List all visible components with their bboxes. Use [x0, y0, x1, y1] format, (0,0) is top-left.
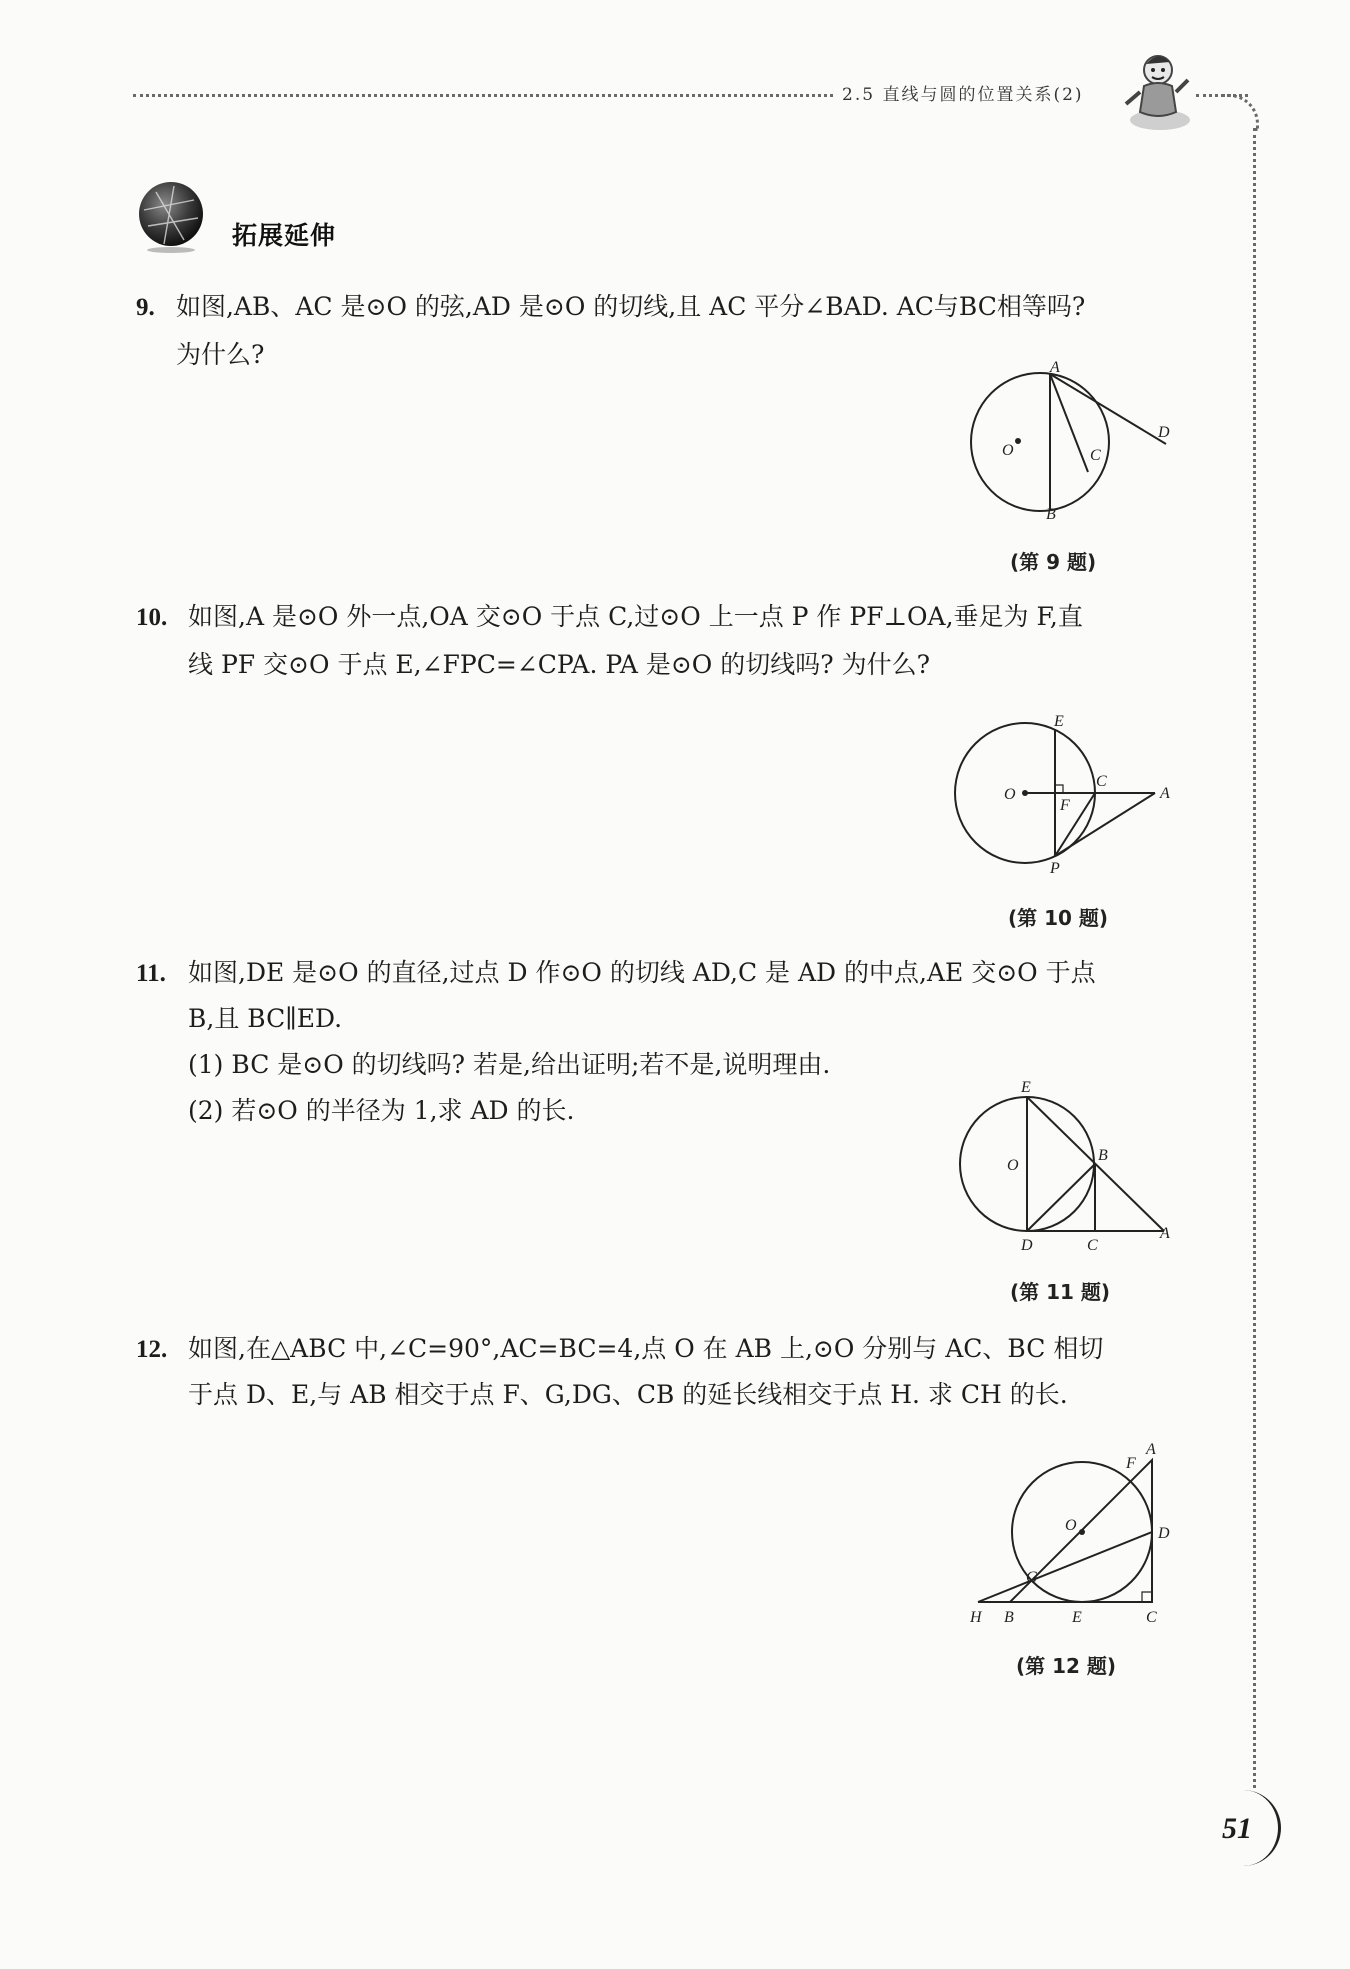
figure-10-caption: (第 10 题)	[1008, 906, 1109, 930]
mascot-icon	[1120, 50, 1194, 136]
header-rule-corner	[1222, 94, 1259, 131]
fig9-label-b: B	[1046, 506, 1056, 523]
fig12-label-g: G	[1026, 1569, 1038, 1586]
fig10-label-p: P	[1050, 860, 1060, 877]
question-9-line-1: 如图,AB、AC 是⊙O 的弦,AD 是⊙O 的切线,且 AC 平分∠BAD. AC与BC相等吗?	[176, 292, 1086, 321]
question-11-line-2: B,且 BC∥ED.	[188, 1004, 343, 1033]
fig12-label-c: C	[1146, 1609, 1157, 1626]
fig9-label-c: C	[1090, 447, 1101, 464]
fig12-label-b: B	[1004, 1609, 1014, 1626]
fig12-label-a: A	[1146, 1441, 1156, 1458]
header-chapter-title: 2.5 直线与圆的位置关系(2)	[842, 85, 1084, 105]
figure-11-caption: (第 11 题)	[1010, 1280, 1111, 1304]
fig9-center-dot	[1015, 438, 1021, 444]
fig9-circle	[971, 373, 1109, 511]
question-12-line-1: 如图,在△ABC 中,∠C=90°,AC=BC=4,点 O 在 AB 上,⊙O 分别与 AC、BC 相切	[188, 1334, 1104, 1363]
figure-11	[940, 1070, 1180, 1255]
question-11-line-4: (2) 若⊙O 的半径为 1,求 AD 的长.	[188, 1096, 575, 1125]
figure-12-caption: (第 12 题)	[1016, 1654, 1117, 1678]
fig12-label-f: F	[1126, 1455, 1136, 1472]
fig10-label-f: F	[1060, 797, 1070, 814]
question-12-number: 12.	[136, 1336, 168, 1363]
fig12-center-dot	[1079, 1529, 1085, 1535]
fig10-segment-pa	[1055, 793, 1155, 856]
fig12-label-e: E	[1072, 1609, 1082, 1626]
figure-10	[940, 710, 1180, 880]
globe-icon	[134, 180, 208, 254]
fig12-right-angle-mark	[1142, 1592, 1152, 1602]
fig12-label-d: D	[1158, 1525, 1170, 1542]
figure-9	[930, 360, 1180, 525]
section-title: 拓展延伸	[232, 221, 337, 250]
fig11-label-a: A	[1160, 1225, 1170, 1242]
figure-9-caption: (第 9 题)	[1010, 550, 1097, 574]
question-12-line-2: 于点 D、E,与 AB 相交于点 F、G,DG、CB 的延长线相交于点 H. 求 CH 的长.	[188, 1380, 1068, 1409]
fig12-label-h: H	[970, 1609, 982, 1626]
question-10-line-1: 如图,A 是⊙O 外一点,OA 交⊙O 于点 C,过⊙O 上一点 P 作 PF⊥OA,垂足为 F,直	[188, 602, 1083, 631]
fig10-label-c: C	[1096, 773, 1107, 790]
question-9-line-2: 为什么?	[176, 340, 265, 369]
fig11-label-e: E	[1021, 1079, 1031, 1096]
header-dotted-rule-left	[133, 94, 833, 97]
fig12-segment-hd	[978, 1532, 1152, 1602]
question-11-line-3: (1) BC 是⊙O 的切线吗? 若是,给出证明;若不是,说明理由.	[188, 1050, 831, 1079]
question-11-number: 11.	[136, 960, 166, 987]
figure-12	[960, 1438, 1180, 1633]
fig10-right-angle-mark	[1055, 785, 1063, 793]
fig10-label-e: E	[1054, 713, 1064, 730]
question-9-number: 9.	[136, 294, 155, 321]
fig9-label-a: A	[1050, 360, 1060, 376]
fig11-label-o: O	[1007, 1157, 1019, 1174]
fig11-label-b: B	[1098, 1147, 1108, 1164]
fig9-label-o: O	[1002, 442, 1014, 459]
fig10-label-o: O	[1004, 786, 1016, 803]
fig11-label-c: C	[1087, 1237, 1098, 1254]
question-11-line-1: 如图,DE 是⊙O 的直径,过点 D 作⊙O 的切线 AD,C 是 AD 的中点,AE 交⊙O 于点	[188, 958, 1096, 987]
question-10-number: 10.	[136, 604, 168, 631]
fig11-label-d: D	[1021, 1237, 1033, 1254]
question-10-line-2: 线 PF 交⊙O 于点 E,∠FPC=∠CPA. PA 是⊙O 的切线吗? 为什么?	[188, 650, 931, 679]
fig10-label-a: A	[1160, 785, 1170, 802]
page-number: 51	[1222, 1812, 1252, 1845]
fig9-label-d: D	[1158, 424, 1170, 441]
margin-dotted-rule	[1253, 128, 1256, 1788]
fig12-label-o: O	[1065, 1517, 1077, 1534]
